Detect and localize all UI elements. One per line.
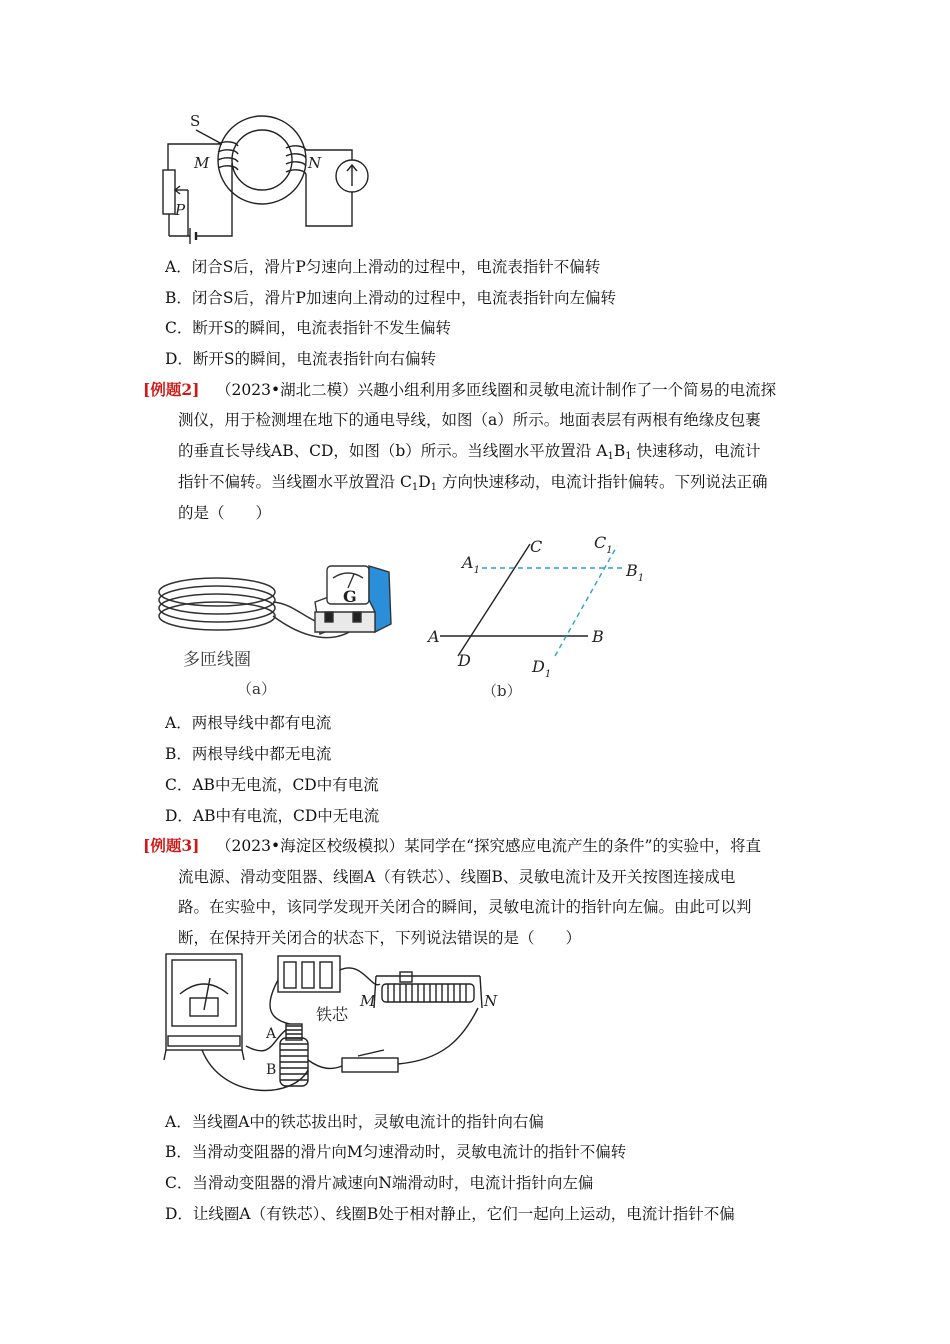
q2-option-c: C．AB中无电流，CD中有电流 xyxy=(165,776,379,794)
q2-option-b: B．两根导线中都无电流 xyxy=(165,745,332,763)
q2-stem-line-2: 测仪，用于检测埋在地下的通电导线，如图（a）所示。地面表层有两根有绝缘皮包裹 xyxy=(178,411,761,429)
point-b: B xyxy=(592,627,604,646)
q2-stem-line-1: （2023•湖北二模）兴趣小组利用多匝线圈和灵敏电流计制作了一个简易的电流探 xyxy=(216,381,777,399)
rheostat-n-label: N xyxy=(484,992,498,1010)
point-c1: $C_1$ xyxy=(594,533,613,556)
iron-core-label: 铁芯 xyxy=(316,1005,349,1024)
coil-galvanometer-figure xyxy=(155,552,395,702)
q3-stem-line-3: 路。在实验中，该同学发现开关闭合的瞬间，灵敏电流计的指针向左偏。由此可以判 xyxy=(178,898,752,916)
q3-tag: [例题3] xyxy=(143,836,200,855)
galvanometer-label: G xyxy=(343,587,357,606)
rheostat-m-label: M xyxy=(360,992,376,1010)
point-d: D xyxy=(458,651,471,670)
q3-option-c: C．当滑动变阻器的滑片减速向N端滑动时，电流计指针向左偏 xyxy=(165,1174,594,1192)
wire-layout-figure xyxy=(420,530,660,700)
coil-b-label: B xyxy=(266,1062,277,1078)
q1-option-c: C．断开S的瞬间，电流表指针不发生偏转 xyxy=(165,319,451,337)
q3-option-d: D．让线圈A（有铁芯）、线圈B处于相对静止，它们一起向上运动，电流计指针不偏 xyxy=(165,1205,735,1223)
coil-m-label: M xyxy=(194,154,210,172)
q2-tag: [例题2] xyxy=(143,380,200,399)
switch-label: S xyxy=(190,112,201,130)
figure-a-caption: （a） xyxy=(237,680,276,698)
q3-stem-line-1: （2023•海淀区校级模拟）某同学在“探究感应电流产生的条件”的实验中，将直 xyxy=(216,837,761,855)
q2-option-a: A．两根导线中都有电流 xyxy=(165,714,332,732)
q1-option-d: D．断开S的瞬间，电流表指针向右偏转 xyxy=(165,350,437,368)
q3-option-b: B．当滑动变阻器的滑片向M匀速滑动时，灵敏电流计的指针不偏转 xyxy=(165,1143,627,1161)
q2-stem-line-3: 的垂直长导线AB、CD，如图（b）所示。当线圈水平放置沿 $A_1B_1$ 快速移动，电流计 xyxy=(178,442,761,462)
slider-p-label: P xyxy=(175,201,186,219)
q3-stem-line-2: 流电源、滑动变阻器、线圈A（有铁芯）、线圈B、灵敏电流计及开关按图连接成电 xyxy=(178,868,736,886)
figure-b-caption: （b） xyxy=(482,682,522,700)
point-a: A xyxy=(428,627,440,646)
point-c: C xyxy=(530,537,543,556)
q1-option-a: A．闭合S后，滑片P匀速向上滑动的过程中，电流表指针不偏转 xyxy=(165,258,601,276)
q2-option-d: D．AB中有电流，CD中无电流 xyxy=(165,807,380,825)
q1-option-b: B．闭合S后，滑片P加速向上滑动的过程中，电流表指针向左偏转 xyxy=(165,289,616,307)
coil-label: 多匝线圈 xyxy=(183,650,251,670)
coil-a-label: A xyxy=(266,1026,277,1042)
point-a1: $A_1$ xyxy=(462,553,480,576)
induction-experiment-figure xyxy=(162,950,498,1100)
point-d1: $D_1$ xyxy=(532,657,552,680)
q2-stem-line-4: 指针不偏转。当线圈水平放置沿 $C_1D_1$ 方向快速移动，电流计指针偏转。下列说法正确 xyxy=(178,473,768,493)
point-b1: $B_1$ xyxy=(626,561,645,584)
q3-stem-line-4: 断，在保持开关闭合的状态下，下列说法错误的是（ ） xyxy=(178,929,582,947)
toroid-circuit-figure xyxy=(160,108,380,248)
q3-option-a: A．当线圈A中的铁芯拔出时，灵敏电流计的指针向右偏 xyxy=(165,1113,544,1131)
coil-n-label: N xyxy=(308,154,322,172)
q2-stem-line-5: 的是（ ） xyxy=(178,504,272,522)
